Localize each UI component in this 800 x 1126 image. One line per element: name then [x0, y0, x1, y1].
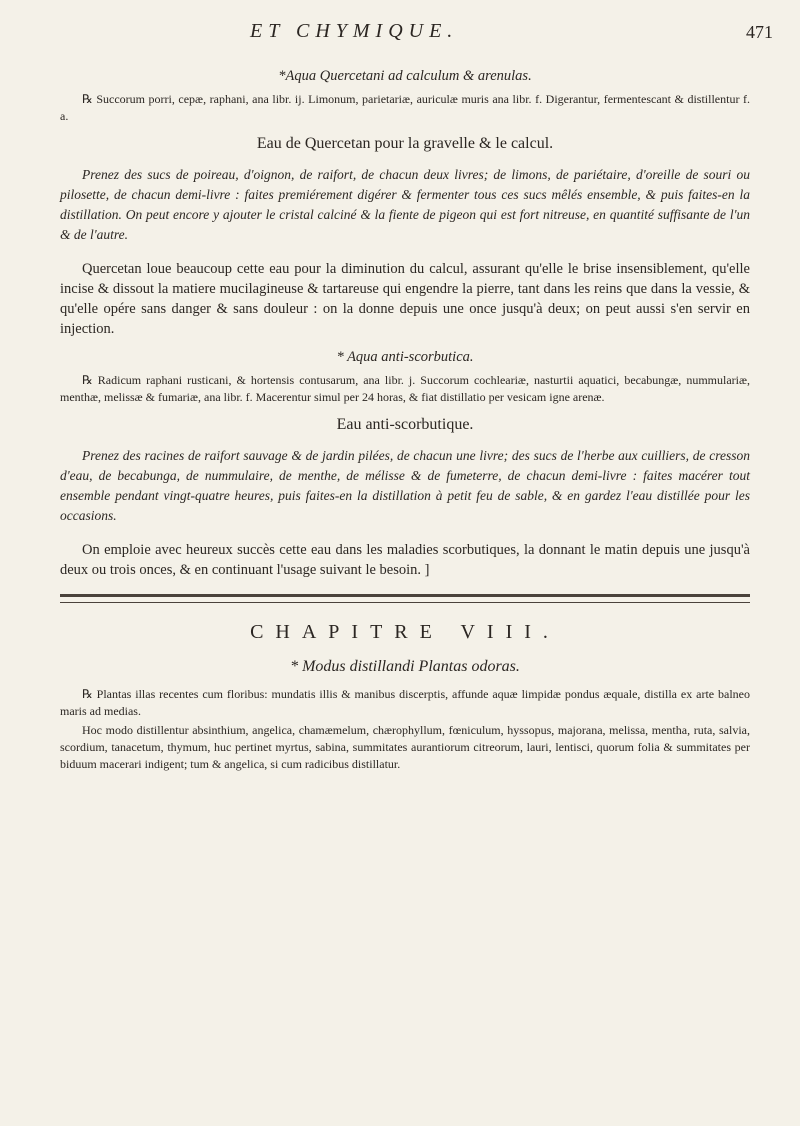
chapter-title: CHAPITRE VIII. [250, 621, 560, 643]
chapter-paragraph: Hoc modo distillentur absinthium, angelica, chamæmelum, chærophyllum, fœniculum, hyssopus, majorana, melissa, mentha, ruta, salvia, scordium, tanacetum, thymum, huc pertinet myrtus, sabina, summitates aurantiorum citreorum, lauri, lentisci, quorum folia & summitates per biduum macerari indigent; tum & angelica, si cum radicibus distillatur. [60, 723, 750, 771]
latin-title: * Aqua anti-scorbutica. [336, 349, 474, 365]
french-commentary: On emploie avec heureux succès cette eau dans les maladies scorbutiques, la donnant le matin depuis une jusqu'à deux ou trois onces, & en continuant l'usage suivant le besoin. ] [60, 542, 750, 578]
latin-recipe: ℞ Radicum raphani rusticani, & hortensis contusarum, ana libr. j. Succorum cochleariæ, nasturtii aquatici, becabungæ, nummulariæ, menthæ, melissæ & fumariæ, ana libr. f. Macerentur simul per 24 horas, & fiat distillatio per vesicam igne arenæ. [60, 373, 750, 404]
page-content [60, 68, 750, 775]
chapter-paragraph: ℞ Plantas illas recentes cum floribus: mundatis illis & manibus discerptis, affunde aquæ limpidæ pondus æquale, distilla ex arte balneo maris ad medias. [60, 687, 750, 718]
french-recipe: Prenez des sucs de poireau, d'oignon, de raifort, de chacun deux livres; de limons, de pariétaire, d'oreille de souri ou pilosette, de chacun demi-livre : faites premiérement digérer & fermenter tous ces sucs mêlés ensemble, & puis faites-en la distillation. On peut encore y ajouter le cristal calciné & la fiente de pigeon qui est fort nitreuse, en quantité suffisante de l'un & de l'autre. [60, 167, 750, 242]
latin-title: *Aqua Quercetani ad calculum & arenulas. [278, 68, 532, 84]
french-recipe: Prenez des racines de raifort sauvage & de jardin pilées, de chacun une livre; des sucs de l'herbe aux cuilliers, de cresson d'eau, de becabunga, de nummulaire, de menthe, de mélisse & de fumeterre, de chacun demi-livre : faites macérer tout ensemble pendant vingt-quatre heures, puis faites-en la distillation à petit feu de sable, & en gardez l'eau distillée pour les occasions. [60, 448, 750, 523]
chapter-section [60, 621, 750, 773]
french-title: Eau anti-scorbutique. [336, 416, 474, 433]
section-aqua-antiscorbutica [60, 349, 750, 580]
chapter-subtitle: * Modus distillandi Plantas odoras. [290, 658, 520, 675]
page-header [0, 20, 800, 60]
latin-recipe: ℞ Succorum porri, cepæ, raphani, ana libr. ij. Limonum, parietariæ, auriculæ muris ana libr. f. Digerantur, fermentescant & distillentur f. a. [60, 92, 750, 123]
french-commentary: Quercetan loue beaucoup cette eau pour la diminution du calcul, assurant qu'elle le brise insensiblement, qu'elle incise & dissout la matiere mucilagineuse & tartareuse qui engendre la pierre, tant dans les reins que dans la vessie, & qu'elle opére sans danger & sans douleur : on la donne depuis une once jusqu'à deux; on peut aussi s'en servir en injection. [60, 261, 750, 337]
running-head: ET CHYMIQUE. [250, 20, 459, 42]
section-divider-rule [60, 594, 750, 603]
section-aqua-quercetani [60, 68, 750, 339]
page-number: 471 [746, 22, 773, 42]
french-title: Eau de Quercetan pour la gravelle & le calcul. [256, 135, 554, 152]
